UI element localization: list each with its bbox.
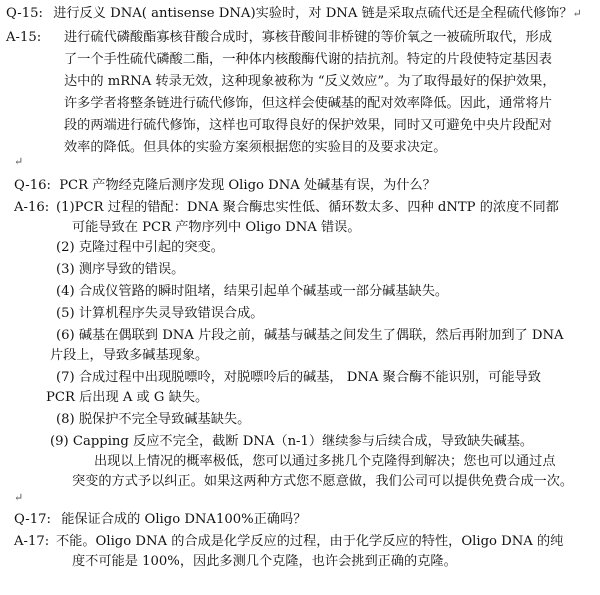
a16-line: 片段上，导致多碱基现象。 [50, 348, 209, 363]
a15-line: 进行硫代磷酸酯寡核苷酸合成时，寡核苷酸间非桥键的等价氧之一被硫所取代，形成 [64, 30, 552, 45]
answer-17-label: A-17: [14, 534, 50, 549]
a17-line: 度不可能是 100%，因此多测几个克隆，也许会挑到正确的克隆。 [72, 554, 457, 569]
a16-line: (7) 合成过程中出现脱嘌呤，对脱嘌呤后的碱基， DNA 聚合酶不能识别，可能导致 [56, 370, 541, 385]
a16-line: (6) 碱基在偶联到 DNA 片段之前，碱基与碱基之间发生了偶联，然后再附加到了 DNA [56, 328, 564, 343]
paragraph-mark-icon: ↵ [572, 7, 582, 20]
a16-line: (2) 克隆过程中引起的突变。 [56, 240, 224, 255]
a17-line: 不能。Oligo DNA 的合成是化学反应的过程，由于化学反应的特性，Oligo DNA 的纯 [56, 534, 564, 549]
a16-line: 可能导致在 PCR 产物序列中 Oligo DNA 错误。 [72, 220, 361, 235]
q15-label: Q-15: [6, 6, 43, 21]
a16-line: (5) 计算机程序失灵导致错误合成。 [56, 306, 264, 321]
q16-text: PCR 产物经克隆后测序发现 Oligo DNA 处碱基有误，为什么？ [59, 178, 436, 193]
a16-line: 出现以上情况的概率极低，您可以通过多挑几个克隆得到解决；您也可以通过点 [94, 454, 556, 469]
question-16 [14, 176, 436, 196]
a15-line: 达中的 mRNA 转录无效，这种现象被称为 “反义效应”。为了取得最好的保护效果， [64, 74, 556, 89]
a15-line: 段的两端进行硫代修饰，这样也可取得良好的保护效果，同时又可避免中央片段配对 [64, 118, 552, 133]
q15-text: 进行反义 DNA( antisense DNA)实验时，对 DNA 链是采取点硫代还是全程硫代修饰？ [53, 6, 573, 21]
question-17 [14, 510, 306, 530]
a16-line: PCR 后出现 A 或 G 缺失。 [46, 390, 209, 405]
paragraph-mark-icon: ↵ [14, 491, 24, 504]
a16-line: (8) 脱保护不完全导致碱基缺失。 [56, 412, 251, 427]
q16-label: Q-16: [14, 178, 51, 193]
q17-text: 能保证合成的 Oligo DNA100%正确吗？ [61, 512, 307, 527]
q17-label: Q-17: [14, 512, 51, 527]
answer-15-label: A-15: [6, 30, 42, 45]
a15-line: 效率的降低。但具体的实验方案须根据您的实验目的及要求决定。 [64, 140, 447, 155]
question-15 [6, 4, 582, 24]
answer-16-label: A-16: [14, 200, 50, 215]
a16-line: (3) 测序导致的错误。 [56, 262, 185, 277]
a15-line: 了一个手性硫代磷酸二酯，一种体内核酸酶代谢的拮抗剂。特定的片段使特定基因表 [64, 52, 552, 67]
a15-line: 许多学者将整条链进行硫代修饰，但这样会使碱基的配对效率降低。因此，通常将片 [64, 96, 552, 111]
a16-line: (4) 合成仪管路的瞬时阻堵，结果引起单个碱基或一部分碱基缺失。 [56, 284, 449, 299]
a16-line: (9) Capping 反应不完全，截断 DNA（n-1）继续参与后续合成，导致缺失碱基。 [50, 434, 534, 449]
paragraph-mark-icon: ↵ [14, 155, 24, 168]
a16-line: (1)PCR 过程的错配：DNA 聚合酶忠实性低、循环数太多、四种 dNTP 的浓度不同都 [56, 200, 559, 215]
a16-line: 突变的方式予以纠正。如果这两种方式您不愿意做，我们公司可以提供免费合成一次。 [72, 474, 574, 489]
